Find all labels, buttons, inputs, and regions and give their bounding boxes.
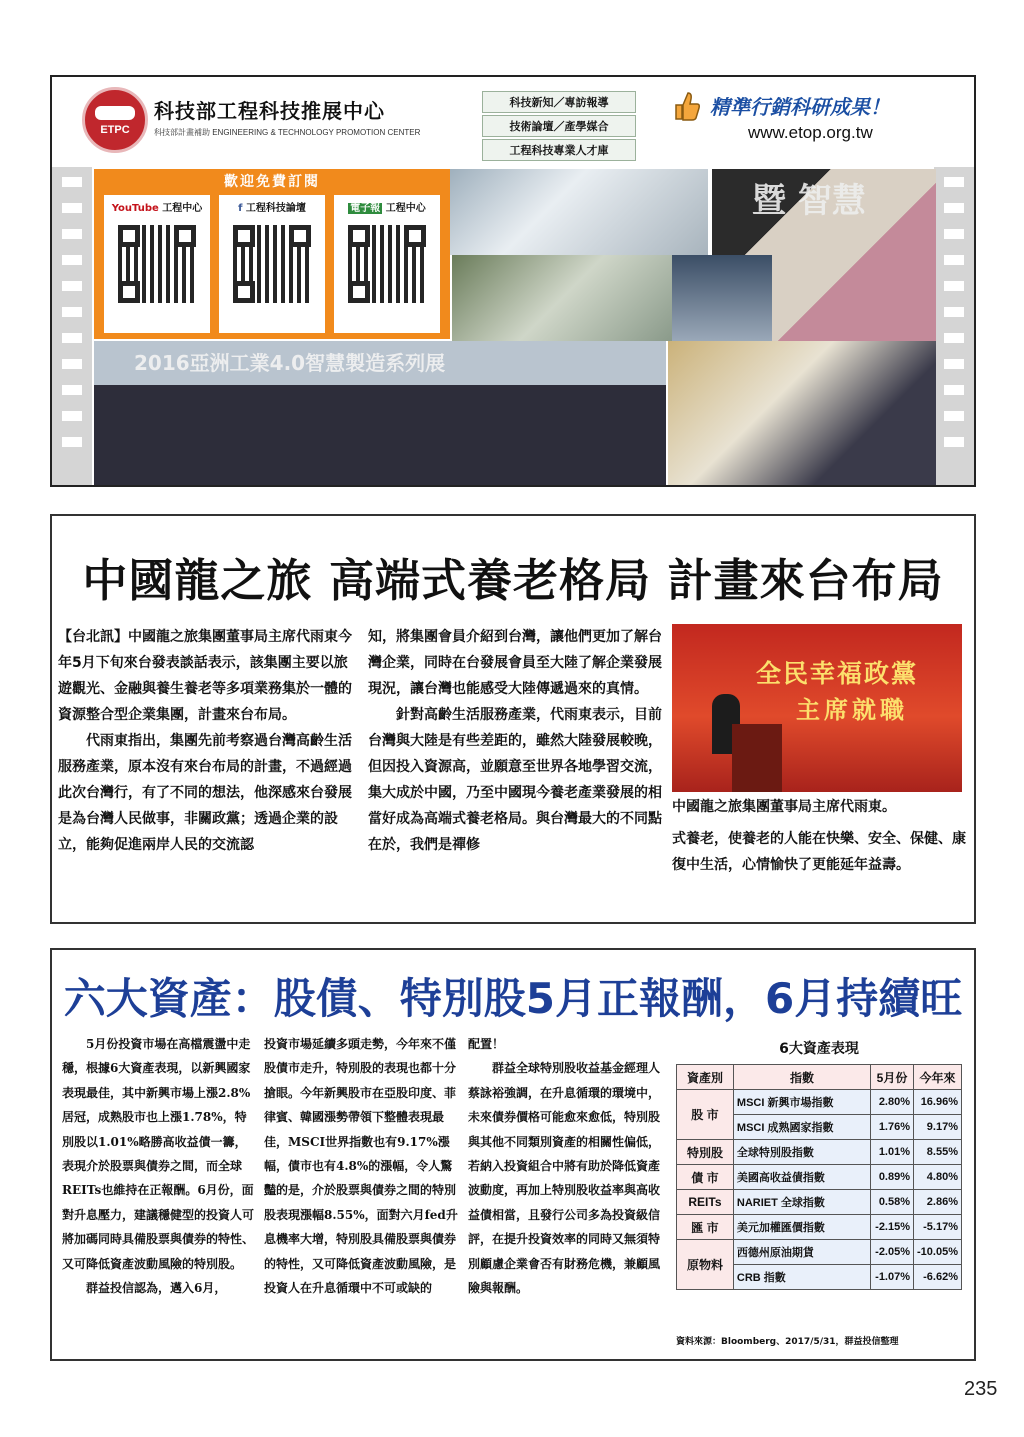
may-return-cell: 1.76% — [871, 1115, 914, 1140]
may-return-cell: 1.01% — [871, 1140, 914, 1165]
logo-abbr: ETPC — [100, 124, 130, 136]
subscribe-title: 歡迎免費訂閱 — [224, 174, 320, 190]
qr-label: 工程科技論壇 — [245, 203, 306, 214]
article2-column-2 — [264, 1032, 459, 1300]
ytd-return-cell: -6.62% — [914, 1265, 962, 1290]
article1-column-2 — [368, 624, 664, 858]
table-row — [677, 1165, 962, 1190]
ytd-return-cell: 9.17% — [914, 1115, 962, 1140]
table-row — [677, 1215, 962, 1240]
article1-headline: 中國龍之旅 高端式養老格局 計畫來台布局 — [82, 554, 944, 607]
service-item: 技術論壇／產學媒合 — [482, 115, 636, 137]
paragraph: 群益投信認為，邁入6月， — [86, 1281, 227, 1296]
photo-exhibit — [452, 255, 672, 341]
paragraph: 5月份投資市場在高檔震盪中走穩，根據6大資產表現，以新興國家表現最佳，其中新興市場上漲2.8%居冠，成熟股市也上漲1.78%，特別股以1.01%略勝高收益債一籌，表現介於股票與債券之間，而全球REITs也維持在正報酬。6月份，面對升息壓力，建議穩健型的投資人可將加碼同時具備股票與債券的特性、又可降低資產波動風險的特別股。 — [62, 1037, 255, 1271]
service-item: 科技新知／專訪報導 — [482, 91, 636, 113]
qr-label: 工程中心 — [385, 203, 426, 214]
film-strip-left — [52, 167, 92, 487]
may-return-cell: 2.80% — [871, 1090, 914, 1115]
etpc-advertisement — [50, 75, 976, 487]
qr-code-icon — [348, 225, 426, 303]
photo-backdrop-text: 暨 智慧 — [752, 181, 866, 221]
photo-banner-text: 主席就職 — [796, 696, 908, 724]
may-return-cell: -1.07% — [871, 1265, 914, 1290]
photo-banner-text: 全民幸福政黨 — [756, 659, 919, 688]
qr-card-newsletter[interactable] — [334, 195, 440, 333]
asset-performance-table — [676, 1064, 962, 1290]
table-row — [677, 1090, 962, 1115]
photo-visitors — [668, 341, 936, 487]
may-return-cell: -2.05% — [871, 1240, 914, 1265]
etpc-logo — [82, 87, 148, 153]
column-header: 今年來 — [914, 1065, 962, 1090]
article2-headline: 六大資產：股債、特別股5月正報酬，6月持續旺 — [63, 974, 963, 1023]
org-name: 科技部工程科技推展中心 — [154, 99, 385, 123]
ytd-return-cell: 8.55% — [914, 1140, 962, 1165]
index-name-cell: MSCI 新興市場指數 — [733, 1090, 870, 1115]
asset-class-cell: 債 市 — [677, 1165, 734, 1190]
article1-column-1 — [58, 624, 358, 858]
asset-class-cell: 股 市 — [677, 1090, 734, 1140]
table-row — [677, 1190, 962, 1215]
paragraph: 代雨東指出，集團先前考察過台灣高齡生活服務產業，原本沒有來台布局的計畫，不過經過此次台灣行，有了不同的想法，他深感來台發展是為台灣人民做事，非關政黨；透過企業的設立，能夠促進兩岸人民的交流認 — [58, 733, 352, 853]
index-name-cell: 美元加權匯價指數 — [733, 1215, 870, 1240]
article-six-assets — [50, 948, 976, 1361]
asset-class-cell: 匯 市 — [677, 1215, 734, 1240]
article1-photo — [672, 624, 962, 792]
paragraph: 【台北訊】中國龍之旅集團董事局主席代雨東今年5月下旬來台發表談話表示，該集團主要以旅遊觀光、金融與養生養老等多項業務集於一體的資源整合型企業集團，計畫來台布局。 — [58, 629, 352, 723]
may-return-cell: 0.89% — [871, 1165, 914, 1190]
table-header-row — [677, 1065, 962, 1090]
org-subtitle: 科技部計畫補助 ENGINEERING & TECHNOLOGY PROMOTION CENTER — [154, 128, 421, 137]
qr-code-icon — [118, 225, 196, 303]
photo-booth — [672, 255, 772, 341]
table-title: 6大資產表現 — [779, 1041, 859, 1057]
table-row — [677, 1240, 962, 1265]
index-name-cell: MSCI 成熟國家指數 — [733, 1115, 870, 1140]
film-strip-right — [934, 167, 974, 487]
data-source: 資料來源：Bloomberg、2017/5/31，群益投信整理 — [676, 1337, 899, 1347]
may-return-cell: -2.15% — [871, 1215, 914, 1240]
subscribe-panel — [94, 169, 450, 339]
column-header: 資產別 — [677, 1065, 734, 1090]
photo-caption: 中國龍之旅集團董事局主席代雨東。 — [672, 799, 896, 815]
qr-code-icon — [233, 225, 311, 303]
paragraph: 投資市場延續多頭走勢，今年來不僅股債市走升，特別股的表現也都十分搶眼。今年新興股市在亞股印度、菲律賓、韓國漲勢帶領下整體表現最佳，MSCI世界指數也有9.17%漲幅，債市也有4.8%的漲幅，令人驚豔的是，介於股票與債券之間的特別股表現漲幅8.55%，面對六月fed升息機率大增，特別股具備股票與債券的特性，又可降低資產波動風險，是投資人在升息循環中不可或缺的 — [264, 1037, 458, 1296]
newsletter-icon: 電子報 — [350, 203, 381, 214]
index-name-cell: NARIET 全球指數 — [733, 1190, 870, 1215]
paragraph: 式養老，使養老的人能在快樂、安全、保健、康復中生活，心情愉快了更能延年益壽。 — [672, 831, 966, 873]
qr-label: 工程中心 — [162, 203, 203, 214]
website-url[interactable]: www.etop.org.tw — [748, 123, 873, 142]
index-name-cell: 全球特別股指數 — [733, 1140, 870, 1165]
qr-card-youtube[interactable] — [104, 195, 210, 333]
ytd-return-cell: 2.86% — [914, 1190, 962, 1215]
facebook-icon: f — [238, 203, 243, 214]
thumbs-up-icon — [672, 91, 700, 121]
service-item: 工程科技專業人才庫 — [482, 139, 636, 161]
qr-card-facebook[interactable] — [219, 195, 325, 333]
asset-class-cell: 原物料 — [677, 1240, 734, 1290]
column-header: 5月份 — [871, 1065, 914, 1090]
asset-class-cell: 特別股 — [677, 1140, 734, 1165]
ad-header — [52, 77, 974, 167]
paragraph: 配置！ — [468, 1037, 505, 1051]
photo-banner-text: 2016亞洲工業4.0智慧製造系列展 — [134, 351, 446, 375]
index-name-cell: 西德州原油期貨 — [733, 1240, 870, 1265]
paragraph: 針對高齡生活服務產業，代雨東表示，目前台灣與大陸是有些差距的，雖然大陸發展較晚，但因投入資源高，並願意至世界各地學習交流，集大成於中國，乃至中國現今養老產業發展的相當好成為高端式養老格局。與台灣最大的不同點在於，我們是禪修 — [368, 707, 662, 853]
table-row — [677, 1140, 962, 1165]
photo-cleanroom — [450, 169, 708, 255]
paragraph: 知，將集團會員介紹到台灣，讓他們更加了解台灣企業，同時在台發展會員至大陸了解企業發展現況，讓台灣也能感受大陸傳遞過來的真情。 — [368, 629, 662, 697]
ytd-return-cell: -10.05% — [914, 1240, 962, 1265]
service-list — [482, 91, 636, 163]
paragraph: 群益全球特別股收益基金經理人蔡詠裕強調，在升息循環的環境中，未來債券價格可能愈來愈低，特別股與其他不同類別資產的相關性偏低，若納入投資組合中將有助於降低資產波動度，再加上特別股收益率與高收益債相當，且發行公司多為投資級信評，在提升投資效率的同時又無須特別顧慮企業會否有財務危機，兼顧風險與報酬。 — [468, 1061, 661, 1296]
photo-group — [94, 341, 666, 487]
index-name-cell: 美國高收益債指數 — [733, 1165, 870, 1190]
podium — [732, 724, 782, 792]
may-return-cell: 0.58% — [871, 1190, 914, 1215]
article2-column-1 — [62, 1032, 257, 1300]
ytd-return-cell: -5.17% — [914, 1215, 962, 1240]
article-dragon-tour — [50, 514, 976, 924]
article1-column-3 — [672, 826, 968, 878]
handshake-icon — [95, 106, 135, 120]
column-header: 指數 — [733, 1065, 870, 1090]
youtube-icon: YouTube — [111, 203, 159, 214]
asset-class-cell: REITs — [677, 1190, 734, 1215]
page-number: 235 — [964, 1378, 998, 1400]
index-name-cell: CRB 指數 — [733, 1265, 870, 1290]
slogan-text: 精準行銷科研成果！ — [710, 95, 890, 119]
ytd-return-cell: 16.96% — [914, 1090, 962, 1115]
ytd-return-cell: 4.80% — [914, 1165, 962, 1190]
article2-column-3 — [468, 1032, 664, 1300]
